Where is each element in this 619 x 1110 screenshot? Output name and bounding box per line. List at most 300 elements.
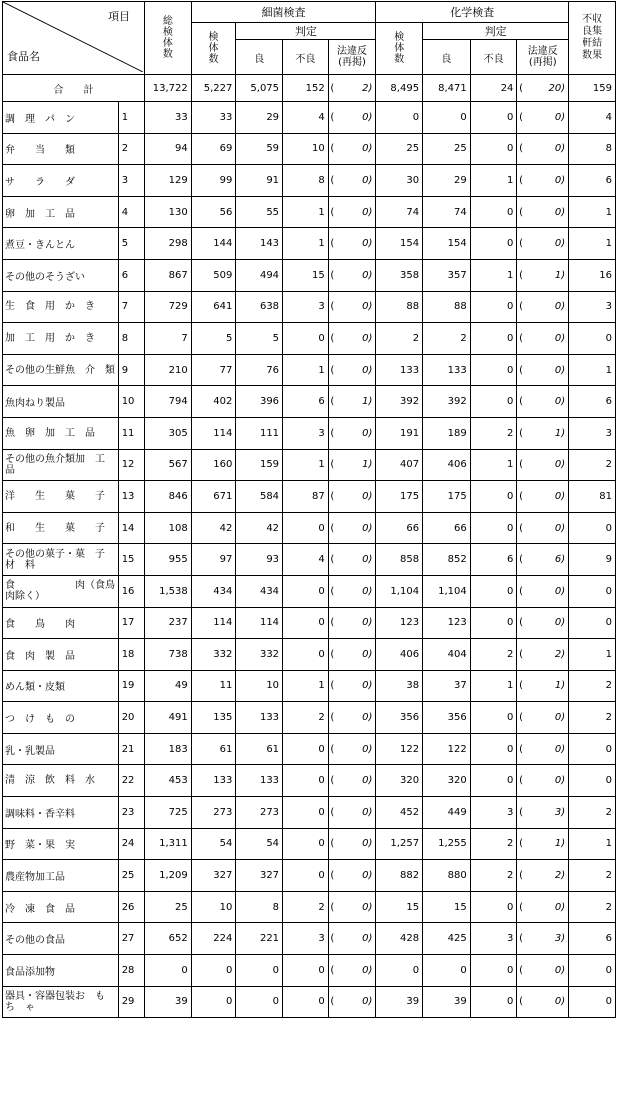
table-row: [3, 449, 616, 481]
chemical-samples: 122: [376, 733, 423, 765]
bacteria-good: 55: [236, 196, 283, 228]
bacteria-good: 332: [236, 639, 283, 671]
chemical-bad: 1: [470, 165, 517, 197]
bacteria-bad: 10: [283, 133, 329, 165]
chemical-samples: 154: [376, 228, 423, 260]
total-samples: 955: [145, 544, 192, 576]
chemical-violation: 0): [524, 449, 569, 481]
chemical-bad: 0: [470, 291, 517, 323]
bacteria-paren: (: [328, 196, 335, 228]
total-samples: 846: [145, 481, 192, 513]
bacteria-paren: (: [328, 259, 335, 291]
chemical-good: 74: [423, 196, 471, 228]
bacteria-paren: (: [328, 386, 335, 418]
total-samples: 738: [145, 639, 192, 671]
bacteria-good: 111: [236, 417, 283, 449]
total-samples: 129: [145, 165, 192, 197]
bacteria-bad: 1: [283, 196, 329, 228]
chemical-paren: (: [517, 986, 524, 1018]
chemical-good: 175: [423, 481, 471, 513]
table-row: [3, 386, 616, 418]
chemical-paren: (: [517, 259, 524, 291]
food-name: 食品添加物: [3, 955, 119, 987]
bacteria-bad: 3: [283, 923, 329, 955]
bacteria-paren: (: [328, 733, 335, 765]
food-name: 弁 当 類: [3, 133, 119, 165]
chemical-paren: (: [517, 228, 524, 260]
chemical-samples: 320: [376, 765, 423, 797]
chemical-paren: (: [517, 607, 524, 639]
chemical-paren: (: [517, 828, 524, 860]
header-chemical-judgement: 判定: [423, 23, 569, 40]
bacteria-good: 638: [236, 291, 283, 323]
bacteria-samples: 402: [191, 386, 236, 418]
row-number: 8: [118, 323, 144, 355]
food-name: 加 工 用 か き: [3, 323, 119, 355]
total-c-viol: 20): [524, 75, 569, 102]
chemical-samples: 74: [376, 196, 423, 228]
total-samples: 298: [145, 228, 192, 260]
table-row: [3, 670, 616, 702]
chemical-bad: 2: [470, 828, 517, 860]
total-samples: 237: [145, 607, 192, 639]
chemical-violation: 0): [524, 165, 569, 197]
total-samples: 130: [145, 196, 192, 228]
chemical-violation: 3): [524, 797, 569, 829]
total-samples: 183: [145, 733, 192, 765]
total-b-viol: 2): [335, 75, 376, 102]
table-row: [3, 196, 616, 228]
table-row: [3, 860, 616, 892]
bacteria-samples: 99: [191, 165, 236, 197]
chemical-samples: 358: [376, 259, 423, 291]
chemical-samples: 123: [376, 607, 423, 639]
chemical-samples: 175: [376, 481, 423, 513]
bacteria-samples: 135: [191, 702, 236, 734]
bacteria-good: 221: [236, 923, 283, 955]
bacteria-good: 93: [236, 544, 283, 576]
bacteria-samples: 144: [191, 228, 236, 260]
food-name: 煮豆・きんとん: [3, 228, 119, 260]
unrecovered: 6: [569, 923, 616, 955]
bacteria-bad: 1: [283, 670, 329, 702]
row-number: 9: [118, 354, 144, 386]
row-number: 26: [118, 891, 144, 923]
row-number: 28: [118, 955, 144, 987]
bacteria-paren: (: [328, 544, 335, 576]
row-number: 24: [118, 828, 144, 860]
chemical-paren: (: [517, 354, 524, 386]
unrecovered: 81: [569, 481, 616, 513]
chemical-violation: 6): [524, 544, 569, 576]
bacteria-bad: 6: [283, 386, 329, 418]
row-number: 2: [118, 133, 144, 165]
chemical-paren: (: [517, 449, 524, 481]
chemical-bad: 1: [470, 670, 517, 702]
row-number: 17: [118, 607, 144, 639]
chemical-violation: 0): [524, 196, 569, 228]
total-c-good: 8,471: [423, 75, 471, 102]
bacteria-violation: 0): [335, 670, 376, 702]
chemical-violation: 1): [524, 670, 569, 702]
bacteria-paren: (: [328, 449, 335, 481]
chemical-good: 123: [423, 607, 471, 639]
chemical-good: 133: [423, 354, 471, 386]
chemical-good: 122: [423, 733, 471, 765]
row-number: 10: [118, 386, 144, 418]
chemical-violation: 1): [524, 828, 569, 860]
chemical-samples: 0: [376, 102, 423, 134]
chemical-good: 392: [423, 386, 471, 418]
unrecovered: 1: [569, 196, 616, 228]
table-row: [3, 986, 616, 1018]
food-name: その他の生鮮魚 介 類: [3, 354, 119, 386]
bacteria-bad: 2: [283, 891, 329, 923]
table-row: [3, 291, 616, 323]
bacteria-samples: 56: [191, 196, 236, 228]
food-name: 乳・乳製品: [3, 733, 119, 765]
unrecovered: 0: [569, 607, 616, 639]
chemical-samples: 356: [376, 702, 423, 734]
chemical-violation: 0): [524, 481, 569, 513]
chemical-bad: 0: [470, 955, 517, 987]
total-samples: 33: [145, 102, 192, 134]
bacteria-bad: 0: [283, 512, 329, 544]
bacteria-violation: 0): [335, 102, 376, 134]
row-number: 25: [118, 860, 144, 892]
total-samples: 210: [145, 354, 192, 386]
table-row: [3, 228, 616, 260]
food-name: その他の食品: [3, 923, 119, 955]
bacteria-violation: 0): [335, 955, 376, 987]
bacteria-violation: 0): [335, 481, 376, 513]
chemical-samples: 428: [376, 923, 423, 955]
bacteria-samples: 114: [191, 607, 236, 639]
food-name: 和 生 菓 子: [3, 512, 119, 544]
total-samples: 305: [145, 417, 192, 449]
chemical-samples: 15: [376, 891, 423, 923]
chemical-good: 88: [423, 291, 471, 323]
bacteria-good: 8: [236, 891, 283, 923]
header-chemical-violation: 法違反 (再掲): [517, 40, 569, 75]
chemical-bad: 2: [470, 860, 517, 892]
bacteria-bad: 0: [283, 733, 329, 765]
bacteria-good: 273: [236, 797, 283, 829]
row-number: 5: [118, 228, 144, 260]
chemical-violation: 0): [524, 765, 569, 797]
unrecovered: 0: [569, 765, 616, 797]
table-row: [3, 323, 616, 355]
chemical-paren: (: [517, 512, 524, 544]
chemical-paren: (: [517, 639, 524, 671]
bacteria-bad: 0: [283, 860, 329, 892]
bacteria-good: 5: [236, 323, 283, 355]
unrecovered: 8: [569, 133, 616, 165]
total-row: [3, 75, 616, 102]
chemical-bad: 0: [470, 323, 517, 355]
chemical-violation: 2): [524, 860, 569, 892]
chemical-good: 29: [423, 165, 471, 197]
row-number: 1: [118, 102, 144, 134]
chemical-good: 356: [423, 702, 471, 734]
header-chemical-bad: 不良: [470, 40, 517, 75]
chemical-violation: 2): [524, 639, 569, 671]
chemical-bad: 3: [470, 797, 517, 829]
unrecovered: 0: [569, 512, 616, 544]
table-row: [3, 891, 616, 923]
bacteria-samples: 509: [191, 259, 236, 291]
unrecovered: 1: [569, 828, 616, 860]
bacteria-violation: 0): [335, 165, 376, 197]
bacteria-samples: 224: [191, 923, 236, 955]
header-bacteria-good: 良: [236, 40, 283, 75]
row-number: 15: [118, 544, 144, 576]
chemical-paren: (: [517, 417, 524, 449]
chemical-good: 15: [423, 891, 471, 923]
total-samples: 94: [145, 133, 192, 165]
total-unrec: 159: [569, 75, 616, 102]
food-name: めん類・皮類: [3, 670, 119, 702]
bacteria-samples: 77: [191, 354, 236, 386]
chemical-good: 1,255: [423, 828, 471, 860]
bacteria-paren: (: [328, 291, 335, 323]
chemical-good: 852: [423, 544, 471, 576]
chemical-paren: (: [517, 702, 524, 734]
unrecovered: 2: [569, 670, 616, 702]
chemical-paren: (: [517, 165, 524, 197]
bacteria-paren: (: [328, 670, 335, 702]
chemical-bad: 0: [470, 228, 517, 260]
bacteria-violation: 0): [335, 354, 376, 386]
bacteria-good: 29: [236, 102, 283, 134]
chemical-samples: 2: [376, 323, 423, 355]
food-name: その他のそうざい: [3, 259, 119, 291]
bacteria-good: 327: [236, 860, 283, 892]
total-samples: 25: [145, 891, 192, 923]
bacteria-bad: 1: [283, 228, 329, 260]
chemical-violation: 0): [524, 102, 569, 134]
chemical-good: 425: [423, 923, 471, 955]
chemical-violation: 0): [524, 575, 569, 607]
total-c-samples: 8,495: [376, 75, 423, 102]
unrecovered: 0: [569, 955, 616, 987]
total-samples: 1,538: [145, 575, 192, 607]
chemical-samples: 88: [376, 291, 423, 323]
bacteria-violation: 0): [335, 544, 376, 576]
bacteria-bad: 0: [283, 828, 329, 860]
chemical-samples: 25: [376, 133, 423, 165]
header-unrecovered: 不収 良集 軒結 数果: [569, 2, 616, 75]
chemical-paren: (: [517, 670, 524, 702]
table-row: [3, 354, 616, 386]
bacteria-good: 76: [236, 354, 283, 386]
row-number: 16: [118, 575, 144, 607]
total-samples: 0: [145, 955, 192, 987]
bacteria-samples: 61: [191, 733, 236, 765]
food-name: その他の菓子・菓 子 材 料: [3, 544, 119, 576]
chemical-bad: 0: [470, 481, 517, 513]
row-number: 14: [118, 512, 144, 544]
chemical-bad: 0: [470, 765, 517, 797]
header-bacteria-judgement: 判定: [236, 23, 376, 40]
table-row: [3, 639, 616, 671]
unrecovered: 0: [569, 733, 616, 765]
table-row: [3, 955, 616, 987]
row-number: 21: [118, 733, 144, 765]
total-samples: 108: [145, 512, 192, 544]
chemical-violation: 0): [524, 607, 569, 639]
chemical-good: 404: [423, 639, 471, 671]
bacteria-samples: 54: [191, 828, 236, 860]
chemical-violation: 0): [524, 323, 569, 355]
bacteria-good: 59: [236, 133, 283, 165]
chemical-bad: 6: [470, 544, 517, 576]
chemical-samples: 882: [376, 860, 423, 892]
chemical-bad: 0: [470, 102, 517, 134]
chemical-paren: (: [517, 386, 524, 418]
bacteria-bad: 4: [283, 102, 329, 134]
unrecovered: 2: [569, 702, 616, 734]
chemical-violation: 0): [524, 133, 569, 165]
chemical-good: 357: [423, 259, 471, 291]
bacteria-good: 0: [236, 955, 283, 987]
bacteria-violation: 0): [335, 196, 376, 228]
food-name: 調 理 パ ン: [3, 102, 119, 134]
chemical-samples: 1,104: [376, 575, 423, 607]
unrecovered: 3: [569, 291, 616, 323]
inspection-table: [2, 1, 616, 1018]
bacteria-violation: 0): [335, 291, 376, 323]
total-samples: 1,311: [145, 828, 192, 860]
food-name: 食 鳥 肉: [3, 607, 119, 639]
bacteria-violation: 0): [335, 259, 376, 291]
chemical-good: 449: [423, 797, 471, 829]
bacteria-violation: 1): [335, 449, 376, 481]
chemical-samples: 191: [376, 417, 423, 449]
unrecovered: 4: [569, 102, 616, 134]
bacteria-samples: 0: [191, 986, 236, 1018]
table-row: [3, 417, 616, 449]
bacteria-paren: (: [328, 228, 335, 260]
chemical-good: 406: [423, 449, 471, 481]
header-chemical-test: 化学検査: [376, 2, 569, 23]
chemical-paren: (: [517, 923, 524, 955]
chemical-violation: 0): [524, 354, 569, 386]
total-label: 合 計: [3, 75, 145, 102]
food-name: 調味料・香辛料: [3, 797, 119, 829]
bacteria-bad: 3: [283, 417, 329, 449]
total-total: 13,722: [145, 75, 192, 102]
bacteria-good: 42: [236, 512, 283, 544]
row-number: 20: [118, 702, 144, 734]
chemical-samples: 38: [376, 670, 423, 702]
total-samples: 729: [145, 291, 192, 323]
bacteria-violation: 0): [335, 323, 376, 355]
unrecovered: 2: [569, 449, 616, 481]
table-row: [3, 797, 616, 829]
chemical-paren: (: [517, 860, 524, 892]
chemical-samples: 407: [376, 449, 423, 481]
unrecovered: 0: [569, 323, 616, 355]
bacteria-paren: (: [328, 891, 335, 923]
bacteria-bad: 0: [283, 323, 329, 355]
bacteria-samples: 5: [191, 323, 236, 355]
total-c-bad: 24: [470, 75, 517, 102]
chemical-good: 154: [423, 228, 471, 260]
bacteria-samples: 0: [191, 955, 236, 987]
bacteria-violation: 0): [335, 986, 376, 1018]
bacteria-paren: (: [328, 639, 335, 671]
chemical-violation: 0): [524, 291, 569, 323]
chemical-paren: (: [517, 891, 524, 923]
bacteria-bad: 1: [283, 354, 329, 386]
bacteria-violation: 0): [335, 575, 376, 607]
chemical-violation: 3): [524, 923, 569, 955]
chemical-bad: 0: [470, 354, 517, 386]
bacteria-violation: 0): [335, 512, 376, 544]
unrecovered: 1: [569, 639, 616, 671]
row-number: 27: [118, 923, 144, 955]
row-number: 7: [118, 291, 144, 323]
chemical-good: 2: [423, 323, 471, 355]
bacteria-good: 133: [236, 765, 283, 797]
total-b-good: 5,075: [236, 75, 283, 102]
chemical-bad: 1: [470, 449, 517, 481]
chemical-violation: 1): [524, 259, 569, 291]
row-number: 6: [118, 259, 144, 291]
bacteria-violation: 0): [335, 765, 376, 797]
chemical-paren: (: [517, 291, 524, 323]
bacteria-paren: (: [328, 986, 335, 1018]
chemical-samples: 30: [376, 165, 423, 197]
food-name: 野 菜・果 実: [3, 828, 119, 860]
total-samples: 7: [145, 323, 192, 355]
bacteria-good: 396: [236, 386, 283, 418]
bacteria-bad: 0: [283, 765, 329, 797]
chemical-good: 320: [423, 765, 471, 797]
food-name: 食 肉（食鳥肉除く）: [3, 575, 119, 607]
bacteria-violation: 0): [335, 797, 376, 829]
food-name: 食 肉 製 品: [3, 639, 119, 671]
total-samples: 453: [145, 765, 192, 797]
unrecovered: 6: [569, 386, 616, 418]
bacteria-paren: (: [328, 102, 335, 134]
bacteria-good: 159: [236, 449, 283, 481]
bacteria-bad: 3: [283, 291, 329, 323]
total-samples: 1,209: [145, 860, 192, 892]
total-b-bad: 152: [283, 75, 329, 102]
food-name: 卵 加 工 品: [3, 196, 119, 228]
bacteria-bad: 0: [283, 639, 329, 671]
chemical-good: 66: [423, 512, 471, 544]
chemical-samples: 452: [376, 797, 423, 829]
table-row: [3, 607, 616, 639]
bacteria-good: 494: [236, 259, 283, 291]
bacteria-paren: (: [328, 955, 335, 987]
chemical-bad: 0: [470, 986, 517, 1018]
row-number: 19: [118, 670, 144, 702]
row-number: 29: [118, 986, 144, 1018]
table-row: [3, 544, 616, 576]
unrecovered: 16: [569, 259, 616, 291]
bacteria-violation: 0): [335, 607, 376, 639]
chemical-samples: 66: [376, 512, 423, 544]
chemical-violation: 0): [524, 891, 569, 923]
chemical-good: 1,104: [423, 575, 471, 607]
bacteria-paren: (: [328, 702, 335, 734]
header-bacteria-bad: 不良: [283, 40, 329, 75]
unrecovered: 6: [569, 165, 616, 197]
